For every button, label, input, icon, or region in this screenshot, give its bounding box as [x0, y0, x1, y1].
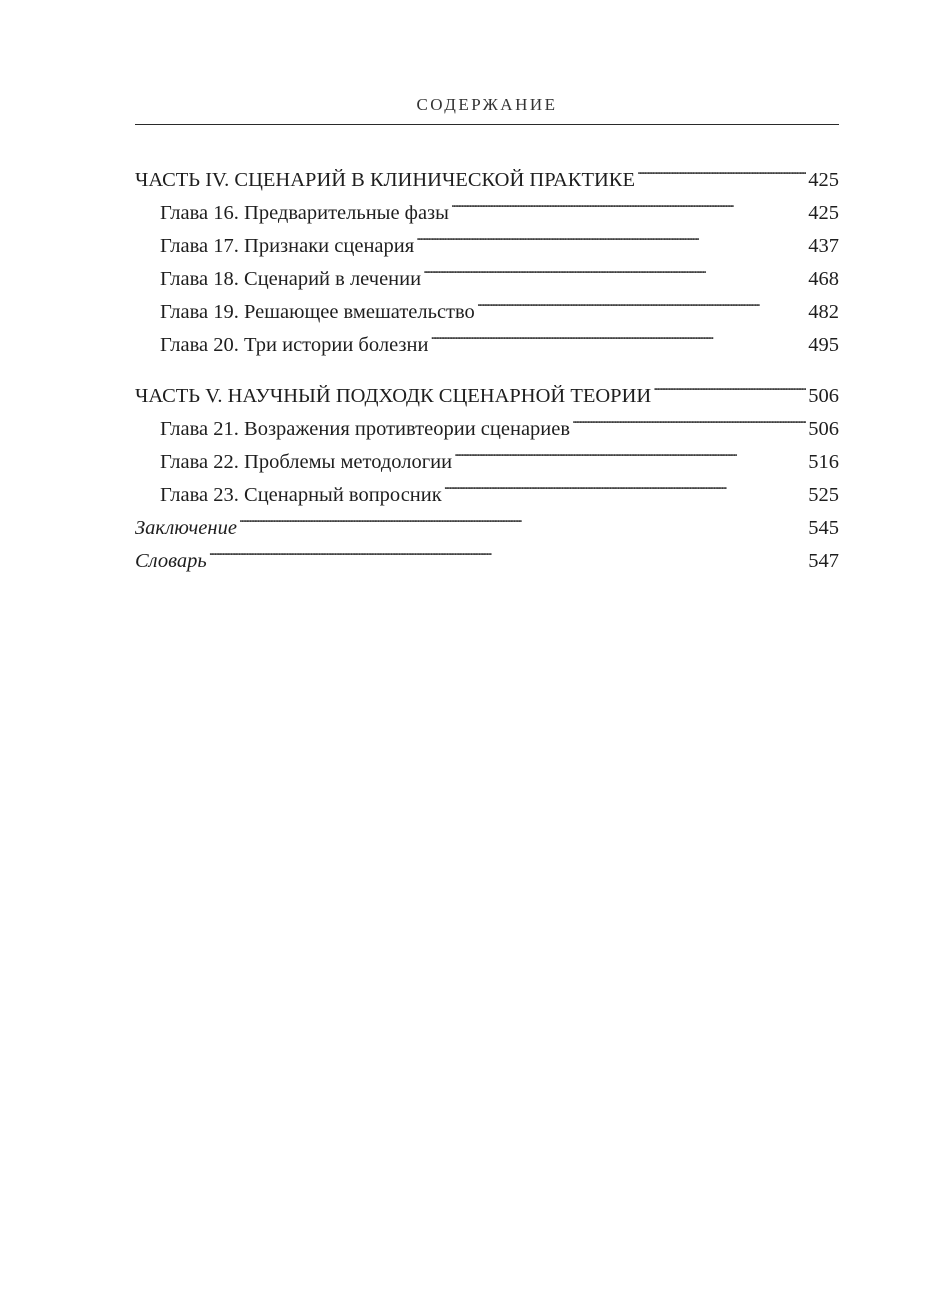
toc-entry-page: 495 [808, 334, 839, 356]
toc-entry-title: Глава 20. Три истории болезни [160, 334, 429, 356]
dot-leader [477, 285, 806, 318]
header-rule [135, 124, 839, 125]
toc-entry-title: Заключение [135, 517, 237, 539]
toc-entry-title: ЧАСТЬ V. НАУЧНЫЙ ПОДХОДК СЦЕНАРНОЙ ТЕОРИИ [135, 385, 652, 407]
toc-entry-page: 525 [808, 484, 839, 506]
page-header-title: СОДЕРЖАНИЕ [416, 95, 558, 114]
dot-leader [423, 252, 806, 285]
toc-entry-title: Глава 18. Сценарий в лечении [160, 268, 422, 290]
toc-entry-page: 425 [808, 169, 839, 191]
toc-entry-page: 506 [808, 418, 839, 440]
toc-part-iv[interactable] [135, 153, 839, 191]
dot-leader [239, 501, 806, 534]
dot-leader [637, 153, 806, 186]
dot-leader [430, 318, 806, 351]
toc-entry-page: 516 [808, 451, 839, 473]
toc-entry-page: 545 [808, 517, 839, 539]
toc-glossary[interactable] [135, 534, 839, 572]
dot-leader [451, 186, 806, 219]
toc-entry-page: 547 [808, 550, 839, 572]
toc-entry-title: Глава 19. Решающее вмешательство [160, 301, 475, 323]
toc-entry-title: Глава 16. Предварительные фазы [160, 202, 449, 224]
dot-leader [416, 219, 806, 252]
dot-leader [454, 435, 806, 468]
toc-entry-page: 506 [808, 385, 839, 407]
toc-entry-page: 425 [808, 202, 839, 224]
dot-leader [572, 402, 806, 435]
toc-entry-page: 437 [808, 235, 839, 257]
toc-entry-title: Глава 22. Проблемы методологии [160, 451, 453, 473]
dot-leader [444, 468, 807, 501]
table-of-contents [135, 153, 839, 572]
toc-entry-title: Глава 17. Признаки сценария [160, 235, 415, 257]
toc-entry-title: Словарь [135, 550, 207, 572]
toc-entry-title: Глава 23. Сценарный вопросник [160, 484, 442, 506]
toc-entry-title: ЧАСТЬ IV. СЦЕНАРИЙ В КЛИНИЧЕСКОЙ ПРАКТИКЕ [135, 169, 635, 191]
dot-leader [653, 369, 806, 402]
toc-entry-page: 482 [808, 301, 839, 323]
toc-part-v[interactable] [135, 369, 839, 407]
toc-entry-page: 468 [808, 268, 839, 290]
dot-leader [209, 534, 807, 567]
toc-conclusion[interactable] [135, 501, 839, 539]
toc-entry-title: Глава 21. Возражения противтеории сценариев [160, 418, 571, 440]
